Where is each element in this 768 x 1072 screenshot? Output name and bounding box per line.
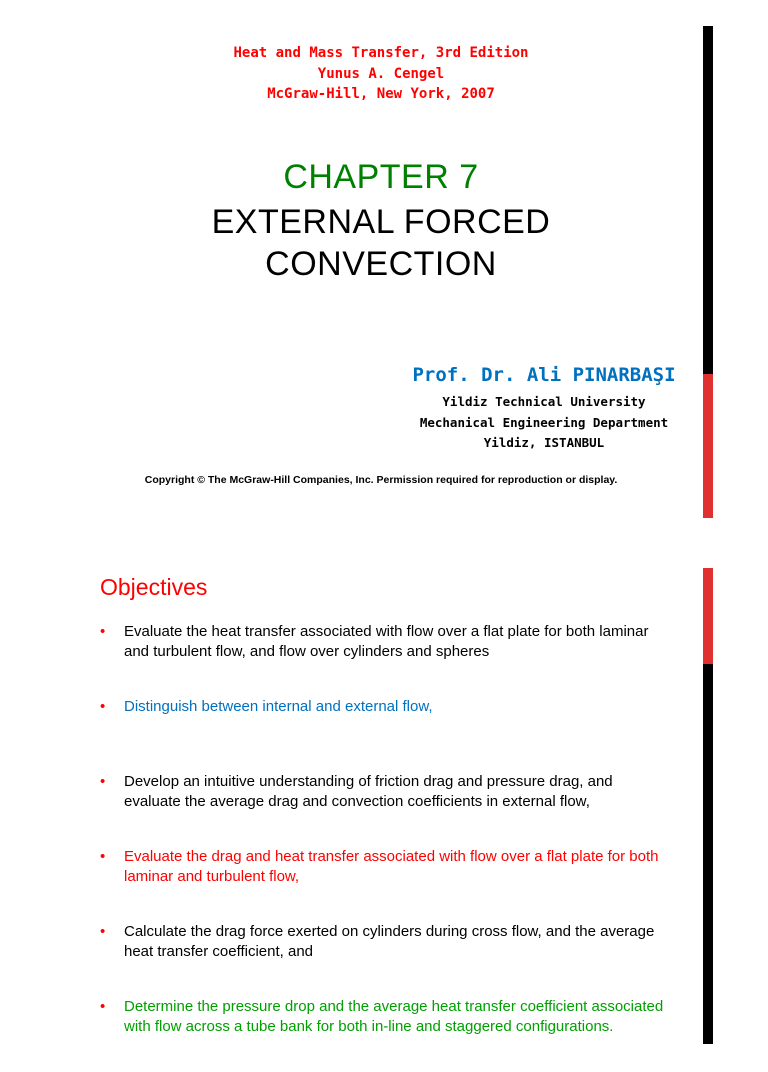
title-slide bbox=[0, 0, 768, 520]
book-author: Yunus A. Cengel bbox=[317, 66, 445, 82]
list-item-text: Develop an intuitive understanding of friction drag and pressure drag, and evaluate the average drag and convection coefficients in external flow, bbox=[124, 773, 613, 810]
list-item-text: Evaluate the heat transfer associated with flow over a flat plate for both laminar and turbulent flow, and flow over cylinders and spheres bbox=[124, 623, 649, 660]
list-item bbox=[100, 622, 670, 697]
list-item-text: Calculate the drag force exerted on cylinders during cross flow, and the average heat transfer coefficient, and bbox=[124, 923, 655, 960]
list-item bbox=[100, 772, 670, 847]
list-item-text: Distinguish between internal and external flow, bbox=[124, 698, 433, 715]
bullet-marker: • bbox=[100, 773, 106, 790]
chapter-title-line2: CONVECTION bbox=[265, 245, 497, 283]
list-item bbox=[100, 922, 670, 997]
bullet-marker: • bbox=[100, 623, 106, 640]
bullet-marker: • bbox=[100, 923, 106, 940]
objectives-list bbox=[100, 622, 670, 1072]
objectives-title: Objectives bbox=[100, 574, 208, 600]
book-publisher: McGraw-Hill, New York, 2007 bbox=[267, 86, 495, 102]
chapter-title-line1: EXTERNAL FORCED bbox=[211, 203, 551, 241]
author-department: Mechanical Engineering Department bbox=[419, 415, 669, 430]
list-item-text: Determine the pressure drop and the average heat transfer coefficient associated with flow across a tube bank for both in-line and staggered configurations. bbox=[124, 998, 664, 1035]
list-item-text: Evaluate the drag and heat transfer associated with flow over a flat plate for both laminar and turbulent flow, bbox=[124, 848, 659, 885]
bullet-marker: • bbox=[100, 848, 106, 865]
objectives-slide bbox=[0, 548, 768, 1035]
author-university: Yildiz Technical University bbox=[442, 394, 646, 409]
side-bar-red bbox=[703, 568, 713, 664]
bullet-marker: • bbox=[100, 998, 106, 1015]
chapter-number: CHAPTER 7 bbox=[283, 158, 479, 196]
side-bar-dark bbox=[703, 664, 713, 1044]
list-item bbox=[100, 997, 670, 1072]
list-item bbox=[100, 847, 670, 922]
author-name: Prof. Dr. Ali PINARBAŞI bbox=[412, 364, 676, 386]
list-item bbox=[100, 697, 670, 772]
author-city: Yildiz, ISTANBUL bbox=[483, 435, 605, 450]
bullet-marker: • bbox=[100, 698, 106, 715]
book-title: Heat and Mass Transfer, 3rd Edition bbox=[233, 45, 529, 61]
copyright-notice: Copyright © The McGraw-Hill Companies, Inc. Permission required for reproduction or display. bbox=[144, 474, 618, 486]
